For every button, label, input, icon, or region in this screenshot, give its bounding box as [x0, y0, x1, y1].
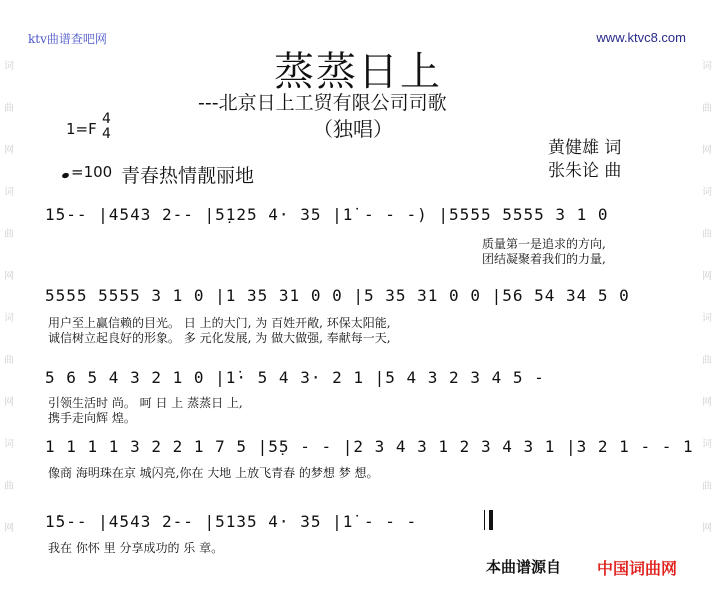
notation-line-5: 1̇5-- |4543 2-- |5135 4· 35 |1̇ - - - — [45, 512, 418, 531]
side-watermark-right: 词 曲 网 词 曲 网 词 曲 网 词 曲 网 — [702, 61, 712, 534]
expression-marking: 青春热情靓丽地 — [121, 165, 255, 187]
lyric-line: 像商 海明珠在京 城闪亮,你在 大地 上放飞青春 的梦想 梦 想。 — [48, 466, 379, 480]
lyricist-credit: 黄健雄 词 — [548, 138, 622, 158]
footer-site[interactable]: 中国词曲网 — [597, 559, 678, 578]
watermark-right[interactable]: www.ktvc8.com — [596, 30, 686, 45]
key-signature: 1=F — [66, 120, 97, 138]
lyric-line: 质量第一是追求的方向, — [482, 237, 606, 251]
lyric-line: 携手走向辉 煌。 — [48, 411, 136, 425]
performance-type: （独唱） — [313, 117, 393, 141]
final-barline-thin — [484, 510, 485, 530]
song-title: 蒸蒸日上 — [274, 49, 442, 95]
lyric-line: 引领生活时 尚。 呵 日 上 蒸蒸日 上, — [48, 396, 243, 410]
watermark-left: ktv曲谱查吧网 — [28, 32, 107, 46]
side-watermark-left: 词 曲 网 词 曲 网 词 曲 网 词 曲 网 — [4, 61, 14, 534]
notation-line-4: 1 1 1 1 3 2 2 1 7 5 |5̣5 - - |2 3 4 3 1 2 3 4 3 1 |3 2 1 - - 1 — [45, 437, 694, 456]
notation-line-1: 1̇5-- |4543 2-- |5̣125 4· 35 |1̇ - - -) |5555 5555 3 1 0 — [45, 205, 609, 224]
lyric-line: 团结凝聚着我们的力量, — [482, 252, 606, 266]
final-barline-thick — [489, 510, 493, 530]
notation-line-2: 5555 5555 3 1 0 |1 35 31 0 0 |5 35 31 0 0 |56 54 34 5 0 — [45, 286, 630, 305]
footer-source: 本曲谱源自 — [486, 558, 562, 576]
lyric-line: 诚信树立起良好的形象。 多 元化发展, 为 做大做强, 奉献每一天, — [48, 331, 391, 345]
composer-credit: 张朱论 曲 — [548, 161, 622, 181]
tempo-marking: =100 — [62, 163, 112, 181]
lyric-line: 用户至上赢信赖的目光。 日 上的大门, 为 百姓开敞, 环保太阳能, — [48, 316, 391, 330]
quarter-note-icon — [61, 172, 69, 179]
time-signature: 4 4 — [102, 111, 111, 142]
notation-line-3: 5 6 5 4 3 2 1 0 |1̇· 5 4 3· 2 1 |5 4 3 2 3 4 5 - — [45, 368, 545, 387]
song-subtitle: ---北京日上工贸有限公司司歌 — [198, 92, 447, 114]
lyric-line: 我在 你怀 里 分享成功的 乐 章。 — [48, 541, 224, 555]
